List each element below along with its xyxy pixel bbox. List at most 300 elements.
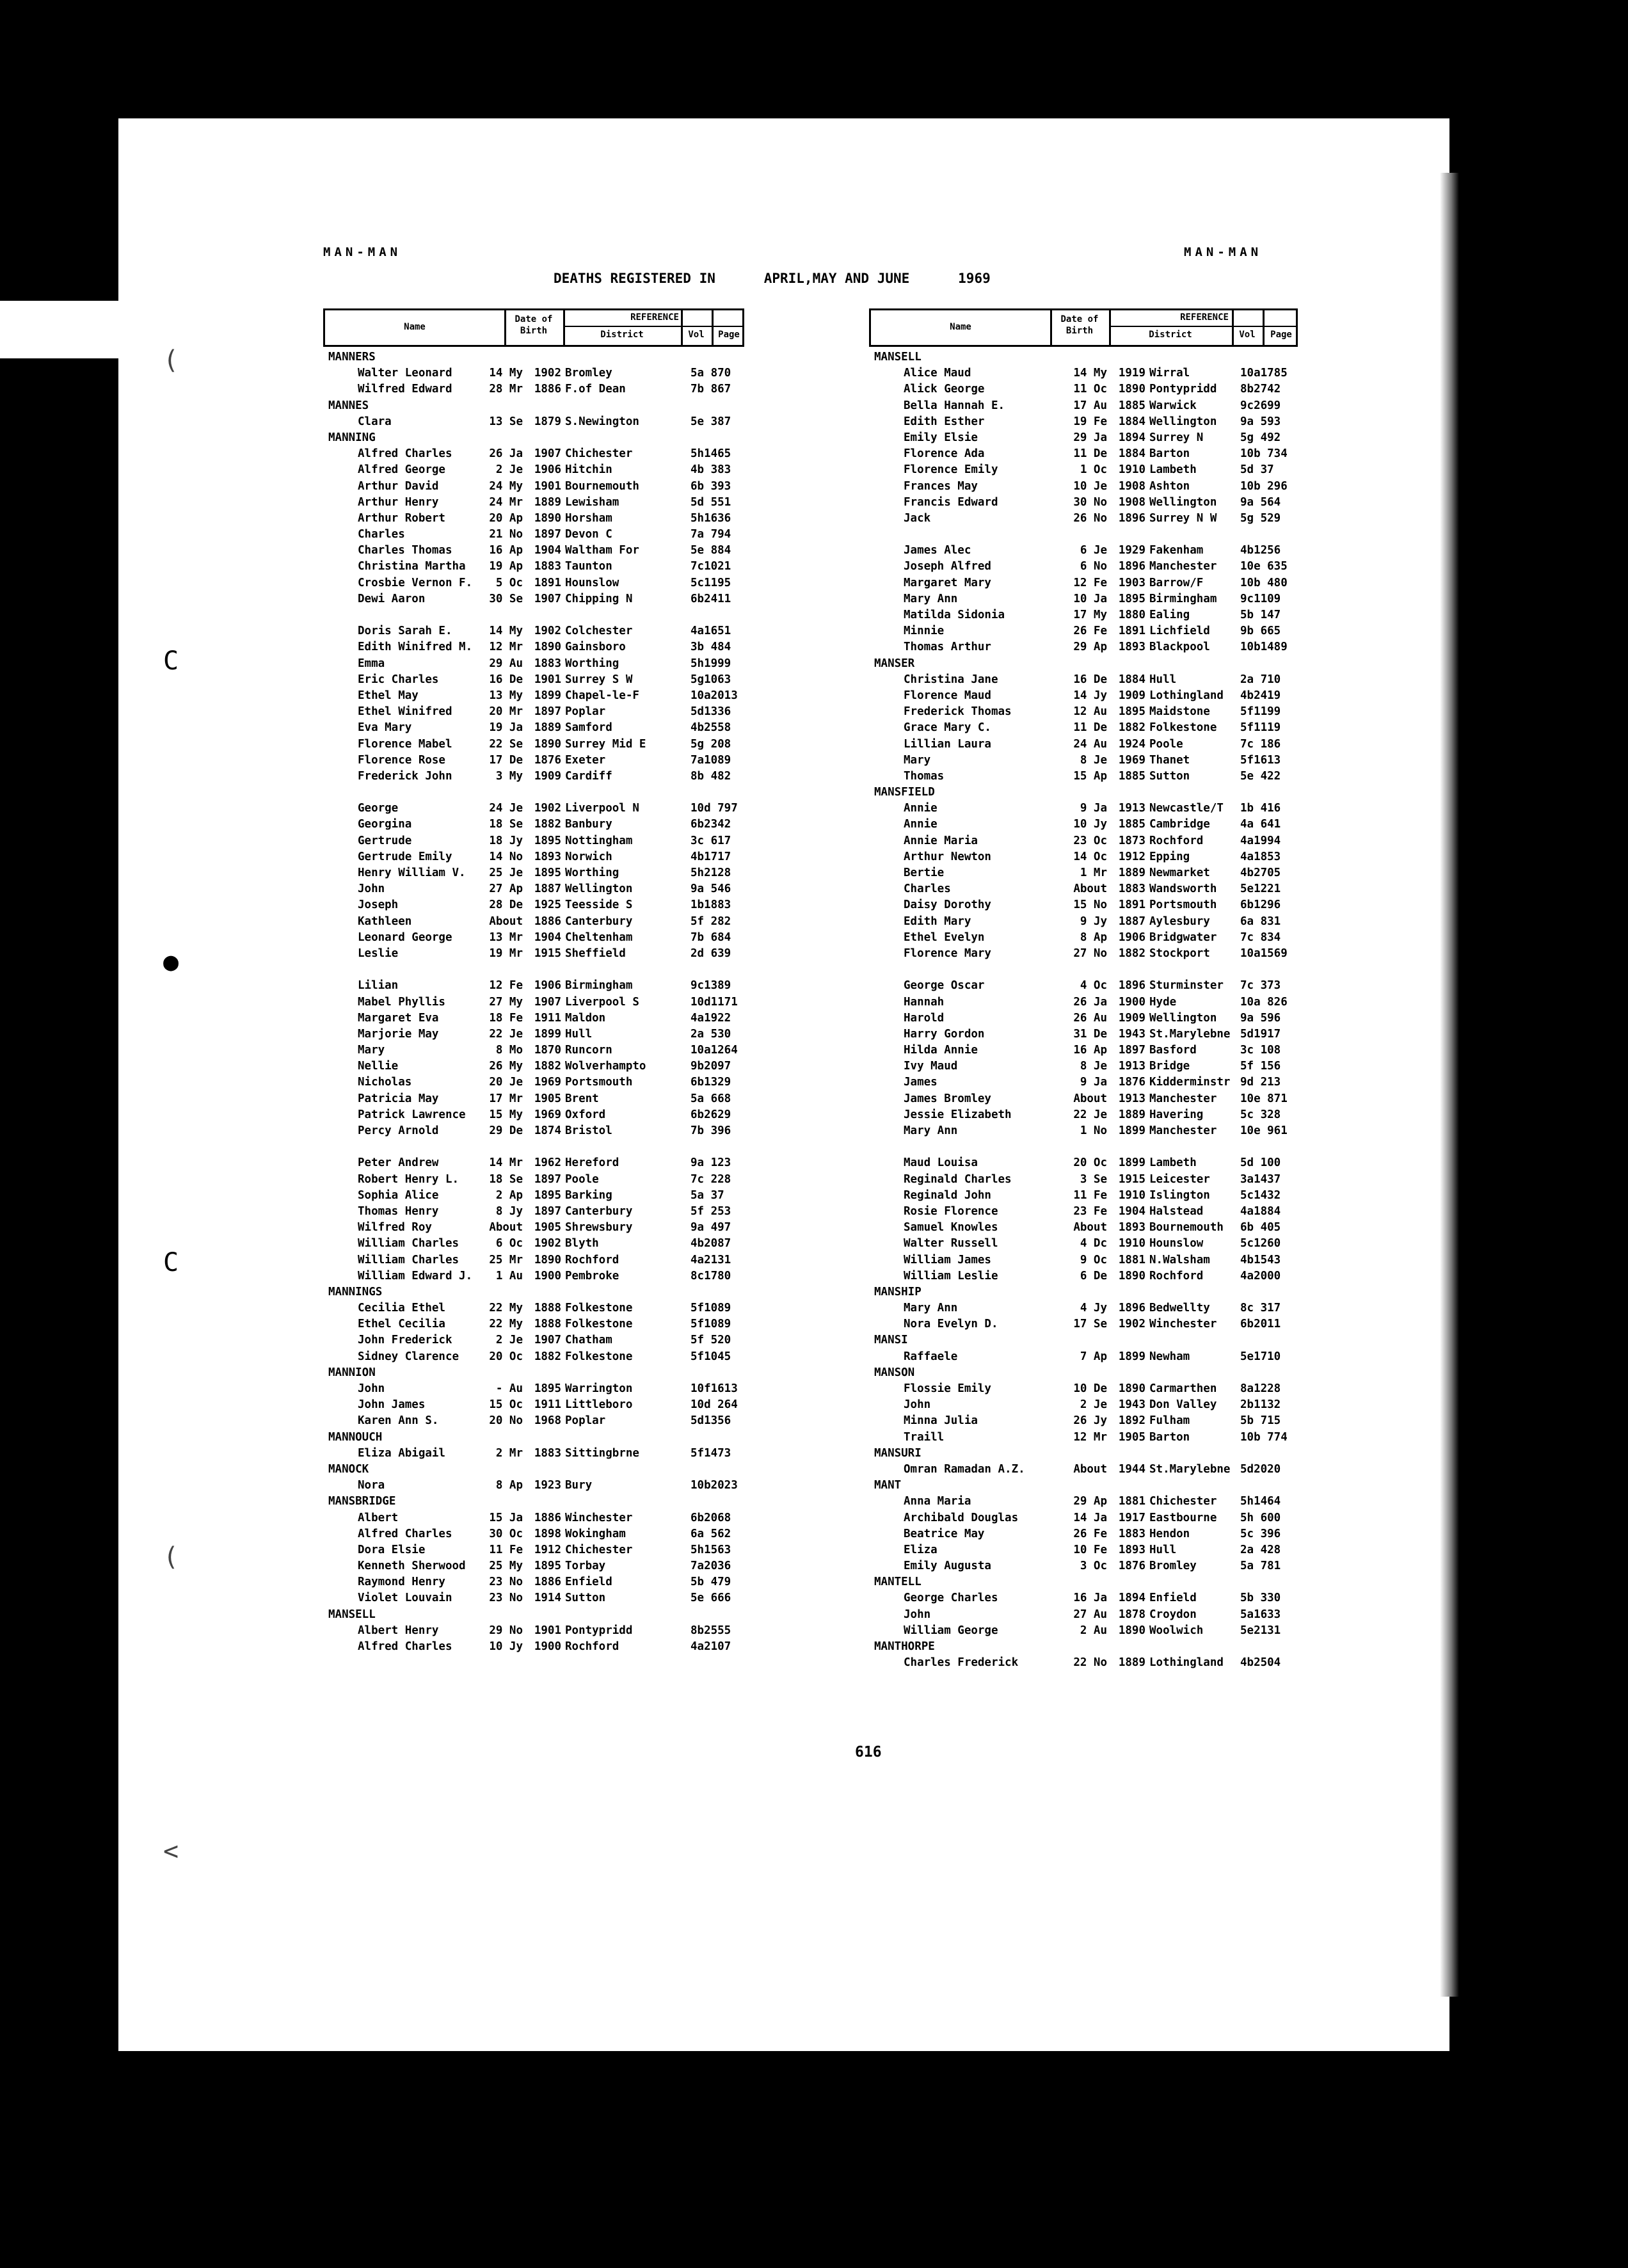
entry-birth-date: 7 Ap xyxy=(1080,1350,1107,1363)
entry-birth-year: 1880 xyxy=(1118,609,1145,621)
entry-birth-date: 4 Oc xyxy=(1080,979,1107,993)
entry-birth-date: 1 Oc xyxy=(1080,463,1107,477)
entry-reference: 5g 529 xyxy=(1240,511,1281,525)
entry-birth-year: 1913 xyxy=(1118,1060,1145,1073)
entry-birth-year: 1910 xyxy=(1118,463,1145,477)
entry-birth-date: 2 Je xyxy=(495,463,523,477)
entry-reference: 4a2000 xyxy=(1240,1269,1281,1282)
entry-row xyxy=(869,446,1298,462)
entry-row xyxy=(869,1316,1298,1332)
entry-birth-date: 29 Ja xyxy=(1073,431,1107,444)
entry-reference: 4a 641 xyxy=(1240,818,1281,831)
entry-name: Alice Maud xyxy=(904,367,971,380)
entry-reference: 5e 884 xyxy=(690,544,731,557)
entry-birth-date: 3 Se xyxy=(1080,1172,1107,1186)
entry-name: Ethel Cecilia xyxy=(358,1318,445,1331)
entry-reference: 9a 546 xyxy=(690,882,731,896)
entry-reference: 8b2742 xyxy=(1240,383,1281,396)
entry-birth-year: 1969 xyxy=(534,1108,561,1121)
entry-birth-date: 1 Au xyxy=(495,1269,523,1282)
entry-reference: 3a1437 xyxy=(1240,1172,1281,1186)
entry-reference: 4b2419 xyxy=(1240,689,1281,702)
entry-reference: 6a 831 xyxy=(1240,914,1281,928)
entry-name: Alick George xyxy=(904,383,985,396)
entry-district: Woolwich xyxy=(1149,1624,1204,1637)
entry-reference: 5h1636 xyxy=(690,511,731,525)
entry-birth-year: 1893 xyxy=(1118,641,1145,654)
entry-birth-date: 10 Je xyxy=(1073,479,1107,493)
entry-birth-date: 24 Je xyxy=(489,802,523,815)
entry-district: F.of Dean xyxy=(565,383,626,396)
entry-birth-year: 1870 xyxy=(534,1044,561,1057)
entry-birth-year: 1881 xyxy=(1118,1495,1145,1508)
entry-reference: 5d1356 xyxy=(690,1414,731,1428)
entry-name: Matilda Sidonia xyxy=(904,609,1005,621)
entry-birth-date: 20 Oc xyxy=(1073,1156,1107,1170)
entry-name: Thomas Arthur xyxy=(904,641,991,654)
entry-birth-date: 23 Fe xyxy=(1073,1204,1107,1218)
entry-reference: 2a 530 xyxy=(690,1027,731,1041)
entry-birth-date: 30 No xyxy=(1073,495,1107,509)
entry-row xyxy=(323,769,744,785)
entry-reference: 5c1260 xyxy=(1240,1237,1281,1250)
entry-birth-date: 12 Mr xyxy=(1073,1430,1107,1444)
surname-heading xyxy=(869,1478,1298,1494)
surname: MANNING xyxy=(328,431,376,444)
surname: MANOCK xyxy=(328,1462,369,1476)
entry-row xyxy=(323,1381,744,1397)
entry-district: Enfield xyxy=(1149,1592,1197,1605)
entry-birth-year: 1906 xyxy=(1118,930,1145,944)
entry-name: Alfred Charles xyxy=(358,447,452,461)
entry-district: Sturminster xyxy=(1149,979,1224,993)
entry-name: Emma xyxy=(358,657,385,670)
entry-reference: 6b2629 xyxy=(690,1108,731,1121)
entry-row xyxy=(869,769,1298,785)
entry-birth-date: 16 Ap xyxy=(1073,1044,1107,1057)
entry-name: Bertie xyxy=(904,866,945,879)
entry-birth-year: 1895 xyxy=(534,1560,561,1573)
entry-district: Newmarket xyxy=(1149,866,1210,879)
entry-reference: 8b 482 xyxy=(690,769,731,783)
surname: MANNERS xyxy=(328,351,376,363)
entry-row xyxy=(869,639,1298,655)
entry-district: Thanet xyxy=(1149,753,1190,767)
entry-row xyxy=(323,753,744,769)
entry-birth-year: 1897 xyxy=(534,1172,561,1186)
surname: MANNINGS xyxy=(328,1285,383,1298)
entry-birth-date: 1 No xyxy=(1080,1124,1107,1137)
entry-name: Bella Hannah E. xyxy=(904,399,1005,412)
entry-name: Raffaele xyxy=(904,1350,958,1363)
entry-birth-year: 1896 xyxy=(1118,511,1145,525)
entry-name: Mary Ann xyxy=(904,592,958,605)
entry-birth-date: About xyxy=(489,914,523,928)
entry-name: Reginald Charles xyxy=(904,1172,1012,1186)
entry-birth-year: 1881 xyxy=(1118,1253,1145,1266)
entry-birth-year: 1888 xyxy=(534,1318,561,1331)
entry-birth-date: 26 Au xyxy=(1073,1011,1107,1025)
entry-row xyxy=(323,1397,744,1413)
entry-birth-date: 29 Ap xyxy=(1073,1495,1107,1508)
entry-birth-date: 16 De xyxy=(1073,673,1107,686)
entry-birth-date: 10 De xyxy=(1073,1382,1107,1395)
page-title: DEATHS REGISTERED IN APRIL,MAY AND JUNE 1969 xyxy=(554,271,991,286)
entry-row xyxy=(323,704,744,720)
entry-row xyxy=(323,1155,744,1171)
entry-reference: 5a 781 xyxy=(1240,1560,1281,1573)
entry-birth-year: 1910 xyxy=(1118,1188,1145,1202)
entry-row xyxy=(869,1155,1298,1171)
entry-reference: 5h1563 xyxy=(690,1543,731,1556)
entry-row xyxy=(869,575,1298,591)
entry-row xyxy=(323,1188,744,1204)
entry-birth-year: 1902 xyxy=(534,367,561,380)
entry-reference: 4b2558 xyxy=(690,721,731,735)
entry-district: Bromley xyxy=(565,367,612,380)
entry-district: Wellington xyxy=(1149,1011,1217,1025)
entry-birth-date: 2 Je xyxy=(1080,1398,1107,1412)
entry-reference: 10a 826 xyxy=(1240,995,1288,1009)
entry-birth-year: 1874 xyxy=(534,1124,561,1137)
entry-birth-date: 18 Fe xyxy=(489,1011,523,1025)
entry-district: Chichester xyxy=(565,447,633,461)
entry-birth-year: 1907 xyxy=(534,1334,561,1347)
entry-name: Daisy Dorothy xyxy=(904,898,991,912)
entry-birth-year: 1897 xyxy=(1118,1044,1145,1057)
entry-row xyxy=(323,1558,744,1574)
entry-reference: 4a2131 xyxy=(690,1253,731,1266)
entry-birth-year: 1924 xyxy=(1118,737,1145,751)
entry-row xyxy=(869,1494,1298,1510)
entry-row xyxy=(323,1236,744,1252)
entry-reference: 4b1717 xyxy=(690,850,731,863)
entry-birth-date: 2 Je xyxy=(495,1334,523,1347)
entry-birth-date: 21 No xyxy=(489,528,523,541)
entry-birth-date: About xyxy=(1073,882,1107,896)
entry-reference: 7b 396 xyxy=(690,1124,731,1137)
entry-birth-year: 1884 xyxy=(1118,447,1145,461)
surname: MANSFIELD xyxy=(874,786,935,799)
entry-birth-year: 1908 xyxy=(1118,479,1145,493)
entry-birth-year: 1893 xyxy=(534,850,561,863)
entry-birth-date: 22 No xyxy=(1073,1656,1107,1670)
entry-name: Mary Ann xyxy=(904,1124,958,1137)
entry-birth-date: 19 Fe xyxy=(1073,415,1107,428)
surname-heading xyxy=(869,349,1298,365)
entry-row xyxy=(869,559,1298,575)
right-table-header xyxy=(869,308,1298,347)
entry-district: Leicester xyxy=(1149,1172,1210,1186)
entry-birth-date: 27 Au xyxy=(1073,1608,1107,1621)
spacer-row xyxy=(323,785,744,801)
entry-reference: 4b1256 xyxy=(1240,544,1281,557)
entry-birth-year: 1899 xyxy=(1118,1350,1145,1363)
spacer-row xyxy=(323,1139,744,1155)
entry-reference: 6b2411 xyxy=(690,592,731,605)
entry-birth-year: 1890 xyxy=(534,1253,561,1266)
entry-district: Lothingland xyxy=(1149,1656,1224,1670)
entry-reference: 4b2087 xyxy=(690,1237,731,1250)
entry-birth-year: 1882 xyxy=(534,1350,561,1363)
entry-district: Winchester xyxy=(1149,1318,1217,1331)
entry-reference: 5a 37 xyxy=(690,1188,724,1202)
entry-reference: 5g1063 xyxy=(690,673,731,686)
binder-hole-mark: C xyxy=(163,646,179,676)
entry-row xyxy=(869,865,1298,881)
entry-reference: 10b1489 xyxy=(1240,641,1288,654)
entry-district: Kidderminstr xyxy=(1149,1076,1231,1089)
entry-reference: 9a 564 xyxy=(1240,495,1281,509)
entry-row xyxy=(869,1074,1298,1090)
entry-birth-date: 18 Jy xyxy=(489,834,523,847)
entry-name: Walter Leonard xyxy=(358,367,452,380)
entry-name: Reginald John xyxy=(904,1188,991,1202)
entry-reference: 5f1613 xyxy=(1240,753,1281,767)
entry-birth-date: 14 My xyxy=(1073,367,1107,380)
entry-reference: 10a1264 xyxy=(690,1044,738,1057)
entry-birth-date: 19 Mr xyxy=(489,946,523,960)
entry-district: Rochford xyxy=(565,1640,619,1653)
entry-birth-date: 20 Je xyxy=(489,1076,523,1089)
entry-reference: 4a1853 xyxy=(1240,850,1281,863)
entry-reference: 5c 328 xyxy=(1240,1108,1281,1121)
entry-district: Rochford xyxy=(1149,834,1204,847)
entry-birth-year: 1908 xyxy=(1118,495,1145,509)
entry-row xyxy=(323,623,744,639)
entry-reference: 5d 37 xyxy=(1240,463,1274,477)
entry-district: Bournemouth xyxy=(565,479,639,493)
entry-district: Hull xyxy=(1149,673,1177,686)
entry-row xyxy=(869,591,1298,607)
entry-row xyxy=(869,1397,1298,1413)
entry-reference: 7c 228 xyxy=(690,1172,731,1186)
entry-reference: 5e1221 xyxy=(1240,882,1281,896)
entry-name: Eliza xyxy=(904,1543,938,1556)
entry-birth-year: 1901 xyxy=(534,479,561,493)
entry-birth-year: 1894 xyxy=(1118,1592,1145,1605)
entry-reference: 5g 208 xyxy=(690,737,731,751)
col-reference-header: REFERENCE xyxy=(1180,312,1229,323)
entry-birth-year: 1876 xyxy=(1118,1076,1145,1089)
entry-birth-date: 29 No xyxy=(489,1624,523,1637)
entry-row xyxy=(323,737,744,753)
entry-birth-year: 1878 xyxy=(1118,1608,1145,1621)
entry-row xyxy=(869,978,1298,994)
col-dob-header-2: Birth xyxy=(1065,326,1094,336)
entry-birth-year: 1904 xyxy=(534,930,561,944)
entry-name: Thomas Henry xyxy=(358,1204,439,1218)
entry-birth-date: 23 Oc xyxy=(1073,834,1107,847)
entry-district: Newham xyxy=(1149,1350,1190,1363)
entry-district: Taunton xyxy=(565,560,612,573)
surname-heading xyxy=(869,785,1298,801)
entry-birth-date: 6 De xyxy=(1080,1269,1107,1282)
entry-name: Walter Russell xyxy=(904,1237,998,1250)
entry-row xyxy=(869,1058,1298,1074)
surname: MANSHIP xyxy=(874,1285,922,1298)
entry-name: John xyxy=(904,1398,931,1412)
entry-row xyxy=(323,897,744,913)
entry-reference: 7c1021 xyxy=(690,560,731,573)
entry-row xyxy=(323,365,744,381)
entry-birth-year: 1886 xyxy=(534,1511,561,1524)
entry-name: Emily Elsie xyxy=(904,431,978,444)
entry-district: Colchester xyxy=(565,625,633,638)
entry-reference: 5f 156 xyxy=(1240,1060,1281,1073)
entry-reference: 5a 870 xyxy=(690,367,731,380)
entry-row xyxy=(323,1074,744,1090)
entry-district: Poplar xyxy=(565,705,606,719)
entry-reference: 2a 710 xyxy=(1240,673,1281,686)
entry-district: Poole xyxy=(565,1172,599,1186)
entry-reference: 3c 617 xyxy=(690,834,731,847)
entry-district: Stockport xyxy=(1149,946,1210,960)
col-page-header: Page xyxy=(718,330,740,340)
entry-reference: 4a1884 xyxy=(1240,1204,1281,1218)
entry-birth-date: 22 Se xyxy=(489,737,523,751)
entry-row xyxy=(869,1526,1298,1542)
entry-name: Georgina xyxy=(358,818,412,831)
entry-name: George Oscar xyxy=(904,979,985,993)
entry-reference: 5h1464 xyxy=(1240,1495,1281,1508)
entry-row xyxy=(323,1478,744,1494)
entry-birth-date: 12 Mr xyxy=(489,641,523,654)
entry-birth-date: 8 Ap xyxy=(495,1479,523,1492)
entry-row xyxy=(323,479,744,495)
entry-row xyxy=(869,414,1298,430)
entry-district: Sheffield xyxy=(565,946,626,960)
surname-heading xyxy=(323,1284,744,1300)
entry-birth-year: 1969 xyxy=(534,1076,561,1089)
entry-district: Barton xyxy=(1149,1430,1190,1444)
entry-row xyxy=(869,720,1298,736)
entry-district: Basford xyxy=(1149,1044,1197,1057)
entry-birth-year: 1892 xyxy=(1118,1414,1145,1428)
entry-district: Shrewsbury xyxy=(565,1221,633,1234)
entry-birth-date: 14 Ja xyxy=(1073,1511,1107,1524)
entry-birth-year: 1905 xyxy=(534,1221,561,1234)
entry-district: Torbay xyxy=(565,1560,606,1573)
entry-birth-date: 26 Jy xyxy=(1073,1414,1107,1428)
entry-name: Florence Mary xyxy=(904,946,991,960)
entry-birth-date: 13 My xyxy=(489,689,523,702)
entry-district: Sutton xyxy=(565,1592,606,1605)
entry-birth-date: 22 Je xyxy=(1073,1108,1107,1121)
entry-reference: 10a1785 xyxy=(1240,367,1288,380)
entry-birth-date: 27 Ap xyxy=(489,882,523,896)
surname: MANSBRIDGE xyxy=(328,1495,396,1508)
entry-district: Manchester xyxy=(1149,1092,1217,1105)
entry-birth-year: 1882 xyxy=(534,818,561,831)
entry-name: Margaret Eva xyxy=(358,1011,439,1025)
binder-hole-mark: ( xyxy=(163,1542,179,1572)
entry-row xyxy=(323,833,744,849)
entry-birth-date: 2 Mr xyxy=(495,1446,523,1460)
entry-row xyxy=(869,1349,1298,1365)
entry-name: Charles xyxy=(358,528,405,541)
entry-birth-date: 23 No xyxy=(489,1576,523,1589)
entry-row xyxy=(323,527,744,543)
entry-birth-date: About xyxy=(489,1221,523,1234)
entry-reference: 4b 383 xyxy=(690,463,731,477)
entry-reference: 10b 734 xyxy=(1240,447,1288,461)
entry-reference: 9d 213 xyxy=(1240,1076,1281,1089)
entry-name: Ivy Maud xyxy=(904,1060,958,1073)
entry-name: Patrick Lawrence xyxy=(358,1108,466,1121)
entry-name: Robert Henry L. xyxy=(358,1172,459,1186)
entry-name: James Bromley xyxy=(904,1092,991,1105)
entry-row xyxy=(869,1236,1298,1252)
entry-name: James Alec xyxy=(904,544,971,557)
entry-district: Poplar xyxy=(565,1414,606,1428)
entry-district: Worthing xyxy=(565,657,619,670)
entry-birth-year: 1905 xyxy=(1118,1430,1145,1444)
entry-birth-year: 1909 xyxy=(534,769,561,783)
entry-birth-year: 1895 xyxy=(1118,705,1145,719)
entry-name: Albert xyxy=(358,1511,399,1524)
entry-district: Runcorn xyxy=(565,1044,612,1057)
entry-row xyxy=(323,591,744,607)
entry-birth-year: 1900 xyxy=(534,1269,561,1282)
entry-row xyxy=(323,914,744,930)
entry-district: Exeter xyxy=(565,753,606,767)
entry-row xyxy=(323,1026,744,1042)
entry-birth-date: 26 My xyxy=(489,1060,523,1073)
entry-reference: 5e1710 xyxy=(1240,1350,1281,1363)
entry-row xyxy=(323,672,744,688)
entry-birth-year: 1889 xyxy=(1118,1108,1145,1121)
entry-district: Wokingham xyxy=(565,1527,626,1540)
entry-birth-year: 1944 xyxy=(1118,1462,1145,1476)
entry-row xyxy=(323,414,744,430)
entry-birth-date: 17 Se xyxy=(1073,1318,1107,1331)
entry-birth-year: 1885 xyxy=(1118,818,1145,831)
entry-district: Warwick xyxy=(1149,399,1197,412)
entry-reference: 5f1089 xyxy=(690,1302,731,1315)
entry-row xyxy=(869,430,1298,446)
entry-reference: 5f1089 xyxy=(690,1318,731,1331)
entry-birth-year: 1902 xyxy=(534,802,561,815)
entry-birth-year: 1873 xyxy=(1118,834,1145,847)
entry-row xyxy=(869,1655,1298,1671)
entry-district: Bridge xyxy=(1149,1060,1190,1073)
entry-name: Sidney Clarence xyxy=(358,1350,459,1363)
entry-reference: 5f1473 xyxy=(690,1446,731,1460)
entry-reference: 5b 330 xyxy=(1240,1592,1281,1605)
entry-reference: 7a1089 xyxy=(690,753,731,767)
entry-birth-date: 4 Jy xyxy=(1080,1302,1107,1315)
entry-district: Oxford xyxy=(565,1108,606,1121)
entry-birth-year: 1891 xyxy=(1118,625,1145,638)
entry-birth-year: 1891 xyxy=(1118,898,1145,912)
entry-birth-year: 1888 xyxy=(534,1302,561,1315)
entry-row xyxy=(869,672,1298,688)
entry-birth-date: 12 Au xyxy=(1073,705,1107,719)
entry-row xyxy=(869,1204,1298,1220)
entry-district: Islington xyxy=(1149,1188,1210,1202)
entry-row xyxy=(323,656,744,672)
entry-district: Devon C xyxy=(565,528,612,541)
entry-name: Grace Mary C. xyxy=(904,721,991,735)
entry-row xyxy=(323,1639,744,1655)
entry-row xyxy=(869,704,1298,720)
entry-birth-year: 1899 xyxy=(534,1027,561,1041)
entry-row xyxy=(869,833,1298,849)
entry-birth-date: About xyxy=(1073,1092,1107,1105)
entry-name: Florence Emily xyxy=(904,463,998,477)
entry-row xyxy=(323,1510,744,1526)
